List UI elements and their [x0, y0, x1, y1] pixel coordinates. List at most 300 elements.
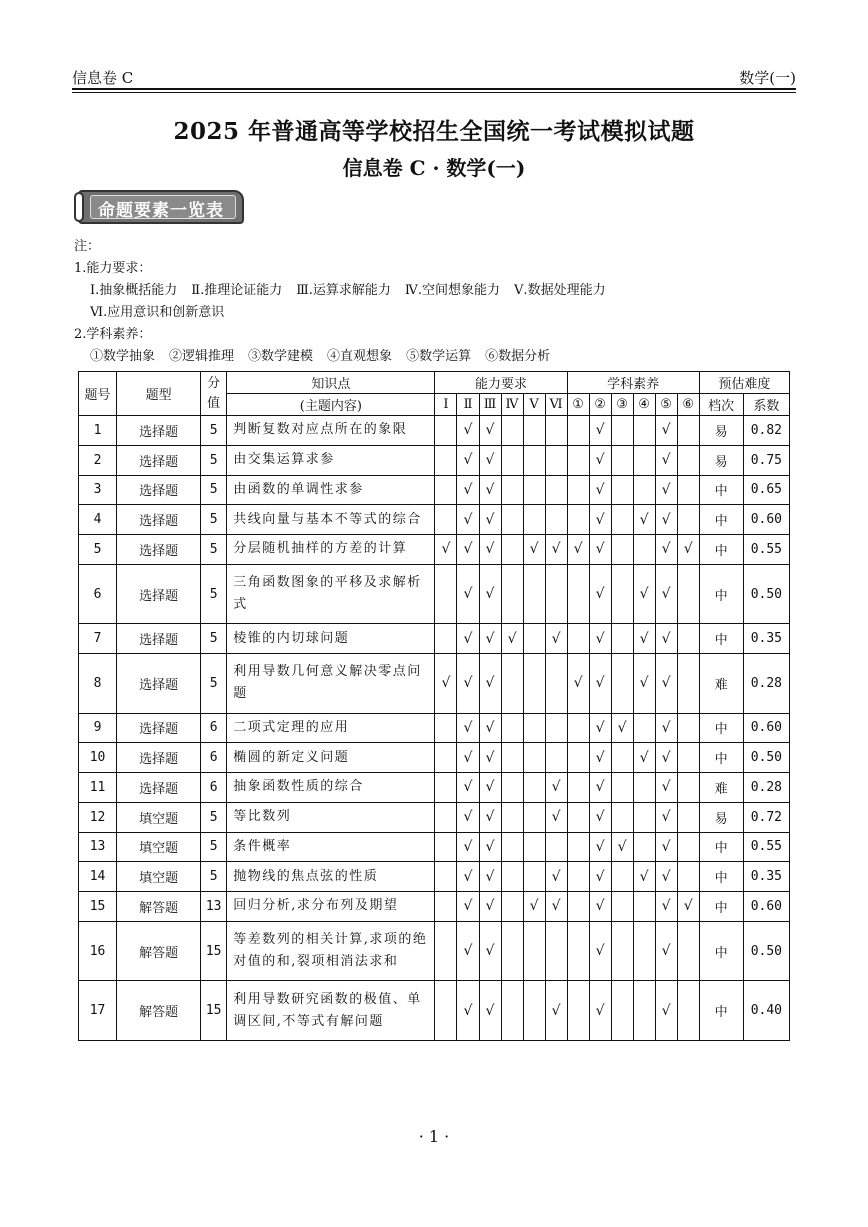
col-literacy: 学科素养: [567, 372, 699, 394]
table-row: [79, 564, 790, 624]
cell-literacy-5: √: [655, 981, 677, 1041]
cell-coef: 0.60: [743, 892, 789, 922]
table-row: [79, 445, 790, 475]
cell-ability-1: [435, 624, 457, 654]
cell-level: 中: [699, 921, 743, 981]
cell-type: 选择题: [117, 773, 201, 803]
cell-coef: 0.75: [743, 445, 789, 475]
cell-literacy-6: [677, 416, 699, 446]
col-coef: 系数: [743, 394, 789, 416]
cell-ability-6: [545, 445, 567, 475]
cell-knowledge: 条件概率: [227, 832, 435, 862]
cell-ability-4: [501, 654, 523, 714]
cell-ability-2: √: [457, 892, 479, 922]
cell-knowledge: 判断复数对应点所在的象限: [227, 416, 435, 446]
cell-ability-4: [501, 445, 523, 475]
cell-literacy-4: [633, 802, 655, 832]
table-row: [79, 624, 790, 654]
cell-ability-4: [501, 773, 523, 803]
cell-literacy-3: [611, 624, 633, 654]
abilities-line-2: [74, 302, 620, 324]
cell-ability-6: [545, 713, 567, 743]
cell-literacy-1: [567, 624, 589, 654]
cell-literacy-2: √: [589, 535, 611, 565]
literacy-col-1: ①: [567, 394, 589, 416]
cell-score: 5: [201, 505, 227, 535]
cell-literacy-4: [633, 713, 655, 743]
ability-item-1: Ⅰ.抽象概括能力: [90, 283, 178, 298]
cell-ability-2: √: [457, 773, 479, 803]
cell-literacy-2: √: [589, 713, 611, 743]
cell-no: 4: [79, 505, 117, 535]
col-score: 分 值: [201, 372, 227, 416]
cell-knowledge: 分层随机抽样的方差的计算: [227, 535, 435, 565]
cell-no: 13: [79, 832, 117, 862]
cell-ability-4: [501, 535, 523, 565]
cell-no: 3: [79, 475, 117, 505]
cell-ability-6: √: [545, 535, 567, 565]
table-row: [79, 416, 790, 446]
header-rule-thin: [72, 92, 796, 93]
cell-ability-4: [501, 981, 523, 1041]
cell-literacy-1: [567, 832, 589, 862]
cell-score: 6: [201, 713, 227, 743]
cell-no: 1: [79, 416, 117, 446]
cell-knowledge: 等比数列: [227, 802, 435, 832]
cell-literacy-6: [677, 921, 699, 981]
ability-col-1: Ⅰ: [435, 394, 457, 416]
cell-literacy-1: [567, 475, 589, 505]
cell-level: 中: [699, 713, 743, 743]
cell-type: 填空题: [117, 832, 201, 862]
cell-score: 5: [201, 416, 227, 446]
cell-level: 中: [699, 624, 743, 654]
cell-literacy-6: √: [677, 535, 699, 565]
cell-literacy-3: [611, 654, 633, 714]
cell-ability-3: √: [479, 862, 501, 892]
cell-knowledge: 椭圆的新定义问题: [227, 743, 435, 773]
cell-ability-1: [435, 862, 457, 892]
cell-ability-6: √: [545, 802, 567, 832]
cell-ability-1: [435, 475, 457, 505]
cell-literacy-6: [677, 624, 699, 654]
cell-ability-5: [523, 416, 545, 446]
cell-level: 易: [699, 802, 743, 832]
table-row: [79, 713, 790, 743]
cell-level: 中: [699, 862, 743, 892]
cell-coef: 0.55: [743, 535, 789, 565]
cell-knowledge: 利用导数几何意义解决零点问题: [227, 654, 435, 714]
col-ability: 能力要求: [435, 372, 567, 394]
section-banner: [78, 190, 244, 224]
table-row: [79, 802, 790, 832]
cell-ability-1: [435, 416, 457, 446]
cell-knowledge: 利用导数研究函数的极值、单调区间,不等式有解问题: [227, 981, 435, 1041]
col-no: 题号: [79, 372, 117, 416]
cell-literacy-2: √: [589, 802, 611, 832]
table-body: [79, 416, 790, 1041]
cell-type: 选择题: [117, 654, 201, 714]
cell-literacy-3: [611, 416, 633, 446]
cell-literacy-4: √: [633, 505, 655, 535]
cell-ability-4: [501, 921, 523, 981]
literacy-item-3: ③数学建模: [248, 349, 314, 364]
cell-ability-5: [523, 624, 545, 654]
table-row: [79, 743, 790, 773]
literacy-item-4: ④直观想象: [327, 349, 393, 364]
cell-coef: 0.65: [743, 475, 789, 505]
cell-literacy-6: [677, 981, 699, 1041]
cell-ability-5: [523, 981, 545, 1041]
cell-score: 6: [201, 773, 227, 803]
cell-ability-1: [435, 445, 457, 475]
cell-literacy-1: [567, 743, 589, 773]
requirements-table: [78, 371, 790, 1041]
ability-col-6: Ⅵ: [545, 394, 567, 416]
cell-score: 13: [201, 892, 227, 922]
table-row: [79, 505, 790, 535]
cell-literacy-3: [611, 892, 633, 922]
cell-type: 选择题: [117, 535, 201, 565]
col-knowledge-sub: (主题内容): [227, 394, 435, 416]
cell-literacy-4: [633, 981, 655, 1041]
cell-ability-2: √: [457, 564, 479, 624]
cell-coef: 0.28: [743, 654, 789, 714]
cell-literacy-2: √: [589, 862, 611, 892]
cell-ability-3: √: [479, 981, 501, 1041]
cell-type: 解答题: [117, 892, 201, 922]
table-row: [79, 921, 790, 981]
cell-ability-5: √: [523, 535, 545, 565]
cell-literacy-2: √: [589, 892, 611, 922]
cell-coef: 0.50: [743, 743, 789, 773]
cell-literacy-1: [567, 445, 589, 475]
cell-type: 解答题: [117, 921, 201, 981]
cell-score: 5: [201, 862, 227, 892]
cell-literacy-4: [633, 921, 655, 981]
table-row: [79, 773, 790, 803]
cell-ability-5: [523, 802, 545, 832]
cell-literacy-5: √: [655, 802, 677, 832]
cell-literacy-2: √: [589, 743, 611, 773]
cell-level: 中: [699, 743, 743, 773]
cell-literacy-4: [633, 475, 655, 505]
cell-no: 15: [79, 892, 117, 922]
page-header: [72, 58, 796, 90]
table-row: [79, 981, 790, 1041]
cell-literacy-5: √: [655, 654, 677, 714]
cell-ability-6: [545, 921, 567, 981]
cell-score: 15: [201, 921, 227, 981]
cell-literacy-6: [677, 564, 699, 624]
cell-literacy-5: √: [655, 832, 677, 862]
cell-ability-5: [523, 445, 545, 475]
cell-literacy-2: √: [589, 505, 611, 535]
cell-type: 选择题: [117, 743, 201, 773]
cell-literacy-3: [611, 505, 633, 535]
ability-col-2: Ⅱ: [457, 394, 479, 416]
table-row: [79, 832, 790, 862]
cell-ability-2: √: [457, 535, 479, 565]
cell-knowledge: 抽象函数性质的综合: [227, 773, 435, 803]
cell-no: 11: [79, 773, 117, 803]
cell-literacy-1: [567, 713, 589, 743]
cell-ability-1: [435, 713, 457, 743]
cell-ability-2: √: [457, 624, 479, 654]
cell-literacy-1: [567, 802, 589, 832]
cell-ability-2: √: [457, 862, 479, 892]
cell-level: 中: [699, 475, 743, 505]
cell-literacy-1: [567, 773, 589, 803]
literacy-item-2: ②逻辑推理: [169, 349, 235, 364]
literacy-col-5: ⑤: [655, 394, 677, 416]
cell-ability-1: [435, 743, 457, 773]
cell-type: 选择题: [117, 445, 201, 475]
cell-knowledge: 等差数列的相关计算,求项的绝对值的和,裂项相消法求和: [227, 921, 435, 981]
cell-literacy-2: √: [589, 624, 611, 654]
cell-ability-3: √: [479, 921, 501, 981]
cell-literacy-1: [567, 564, 589, 624]
cell-ability-5: [523, 475, 545, 505]
cell-literacy-5: √: [655, 892, 677, 922]
cell-ability-6: [545, 505, 567, 535]
cell-ability-6: [545, 654, 567, 714]
cell-no: 7: [79, 624, 117, 654]
cell-type: 选择题: [117, 475, 201, 505]
cell-coef: 0.40: [743, 981, 789, 1041]
cell-ability-6: [545, 832, 567, 862]
cell-literacy-3: √: [611, 713, 633, 743]
cell-literacy-1: [567, 505, 589, 535]
cell-ability-4: [501, 564, 523, 624]
table-row: [79, 654, 790, 714]
cell-score: 5: [201, 535, 227, 565]
col-difficulty: 预估难度: [699, 372, 789, 394]
col-knowledge: 知识点: [227, 372, 435, 394]
cell-literacy-5: √: [655, 475, 677, 505]
cell-literacy-3: [611, 981, 633, 1041]
cell-ability-2: √: [457, 416, 479, 446]
cell-ability-2: √: [457, 475, 479, 505]
cell-literacy-3: [611, 773, 633, 803]
cell-score: 15: [201, 981, 227, 1041]
cell-ability-4: [501, 743, 523, 773]
cell-ability-2: √: [457, 832, 479, 862]
cell-coef: 0.50: [743, 564, 789, 624]
cell-knowledge: 由函数的单调性求参: [227, 475, 435, 505]
cell-ability-5: [523, 773, 545, 803]
cell-literacy-6: [677, 713, 699, 743]
cell-score: 5: [201, 564, 227, 624]
cell-ability-3: √: [479, 892, 501, 922]
cell-literacy-5: √: [655, 535, 677, 565]
cell-literacy-6: [677, 802, 699, 832]
cell-ability-4: [501, 713, 523, 743]
literacy-item-5: ⑤数学运算: [406, 349, 472, 364]
ability-item-2: Ⅱ.推理论证能力: [191, 283, 283, 298]
cell-ability-2: √: [457, 802, 479, 832]
cell-literacy-3: [611, 802, 633, 832]
cell-level: 易: [699, 416, 743, 446]
cell-ability-4: [501, 505, 523, 535]
cell-type: 选择题: [117, 505, 201, 535]
cell-no: 17: [79, 981, 117, 1041]
cell-ability-4: [501, 892, 523, 922]
cell-ability-1: [435, 564, 457, 624]
cell-ability-4: [501, 862, 523, 892]
cell-literacy-2: √: [589, 773, 611, 803]
cell-ability-3: √: [479, 564, 501, 624]
cell-score: 5: [201, 475, 227, 505]
cell-knowledge: 由交集运算求参: [227, 445, 435, 475]
cell-ability-6: √: [545, 892, 567, 922]
cell-literacy-1: [567, 862, 589, 892]
table-row: [79, 535, 790, 565]
cell-literacy-3: [611, 743, 633, 773]
cell-literacy-1: [567, 416, 589, 446]
cell-no: 6: [79, 564, 117, 624]
cell-ability-4: [501, 802, 523, 832]
cell-type: 选择题: [117, 713, 201, 743]
cell-literacy-4: [633, 773, 655, 803]
cell-literacy-6: [677, 445, 699, 475]
cell-literacy-6: [677, 773, 699, 803]
cell-ability-1: √: [435, 654, 457, 714]
cell-type: 选择题: [117, 624, 201, 654]
cell-literacy-5: √: [655, 564, 677, 624]
cell-score: 5: [201, 802, 227, 832]
cell-no: 12: [79, 802, 117, 832]
cell-ability-2: √: [457, 743, 479, 773]
cell-ability-3: √: [479, 416, 501, 446]
cell-ability-1: [435, 773, 457, 803]
page-subtitle: 信息卷 C · 数学(一): [342, 156, 526, 180]
cell-score: 5: [201, 654, 227, 714]
cell-no: 2: [79, 445, 117, 475]
cell-level: 中: [699, 535, 743, 565]
cell-ability-5: [523, 862, 545, 892]
cell-no: 14: [79, 862, 117, 892]
header-left: 信息卷 C: [72, 69, 134, 87]
cell-coef: 0.55: [743, 832, 789, 862]
cell-ability-3: √: [479, 475, 501, 505]
cell-type: 填空题: [117, 802, 201, 832]
literacies-line: [74, 346, 620, 368]
table-row: [79, 862, 790, 892]
notes-head: 注：: [74, 239, 101, 254]
cell-literacy-6: √: [677, 892, 699, 922]
col-level: 档次: [699, 394, 743, 416]
cell-ability-1: [435, 832, 457, 862]
cell-ability-3: √: [479, 654, 501, 714]
cell-ability-5: [523, 654, 545, 714]
literacy-col-2: ②: [589, 394, 611, 416]
cell-literacy-6: [677, 654, 699, 714]
literacy-item-1: ①数学抽象: [90, 349, 156, 364]
cell-ability-3: √: [479, 624, 501, 654]
cell-literacy-1: [567, 981, 589, 1041]
literacy-col-4: ④: [633, 394, 655, 416]
cell-no: 5: [79, 535, 117, 565]
literacy-head: 2.学科素养：: [74, 327, 152, 342]
cell-literacy-5: √: [655, 862, 677, 892]
cell-type: 解答题: [117, 981, 201, 1041]
ability-col-4: Ⅳ: [501, 394, 523, 416]
cell-ability-1: [435, 921, 457, 981]
cell-ability-1: [435, 981, 457, 1041]
cell-literacy-5: √: [655, 743, 677, 773]
cell-type: 填空题: [117, 862, 201, 892]
cell-coef: 0.72: [743, 802, 789, 832]
cell-literacy-4: [633, 535, 655, 565]
cell-literacy-5: √: [655, 773, 677, 803]
cell-literacy-6: [677, 505, 699, 535]
cell-literacy-2: √: [589, 564, 611, 624]
page-number: · 1 ·: [418, 1127, 450, 1146]
cell-no: 9: [79, 713, 117, 743]
cell-ability-5: [523, 713, 545, 743]
cell-literacy-4: √: [633, 564, 655, 624]
cell-coef: 0.82: [743, 416, 789, 446]
cell-literacy-3: √: [611, 832, 633, 862]
cell-score: 5: [201, 832, 227, 862]
cell-ability-3: √: [479, 535, 501, 565]
cell-literacy-3: [611, 475, 633, 505]
cell-ability-2: √: [457, 981, 479, 1041]
cell-level: 难: [699, 654, 743, 714]
cell-level: 中: [699, 981, 743, 1041]
cell-ability-6: √: [545, 981, 567, 1041]
cell-literacy-3: [611, 862, 633, 892]
cell-knowledge: 二项式定理的应用: [227, 713, 435, 743]
cell-ability-3: √: [479, 505, 501, 535]
cell-literacy-3: [611, 921, 633, 981]
cell-ability-5: √: [523, 892, 545, 922]
cell-ability-3: √: [479, 713, 501, 743]
cell-score: 5: [201, 624, 227, 654]
cell-ability-6: √: [545, 862, 567, 892]
cell-literacy-4: √: [633, 654, 655, 714]
cell-coef: 0.60: [743, 713, 789, 743]
cell-type: 选择题: [117, 564, 201, 624]
cell-literacy-6: [677, 862, 699, 892]
cell-coef: 0.28: [743, 773, 789, 803]
cell-literacy-3: [611, 564, 633, 624]
cell-ability-4: [501, 832, 523, 862]
cell-ability-6: [545, 475, 567, 505]
cell-ability-3: √: [479, 743, 501, 773]
cell-literacy-2: √: [589, 654, 611, 714]
col-type: 题型: [117, 372, 201, 416]
cell-no: 10: [79, 743, 117, 773]
cell-ability-5: [523, 743, 545, 773]
ability-col-3: Ⅲ: [479, 394, 501, 416]
cell-ability-4: √: [501, 624, 523, 654]
ability-head: 1.能力要求：: [74, 261, 152, 276]
cell-literacy-1: [567, 892, 589, 922]
abilities-line-1: [74, 280, 620, 302]
cell-literacy-2: √: [589, 416, 611, 446]
cell-ability-5: [523, 505, 545, 535]
cell-ability-3: √: [479, 445, 501, 475]
cell-ability-2: √: [457, 505, 479, 535]
cell-no: 8: [79, 654, 117, 714]
cell-level: 中: [699, 564, 743, 624]
cell-literacy-1: √: [567, 654, 589, 714]
cell-ability-6: √: [545, 773, 567, 803]
cell-literacy-4: √: [633, 743, 655, 773]
table-row: [79, 892, 790, 922]
